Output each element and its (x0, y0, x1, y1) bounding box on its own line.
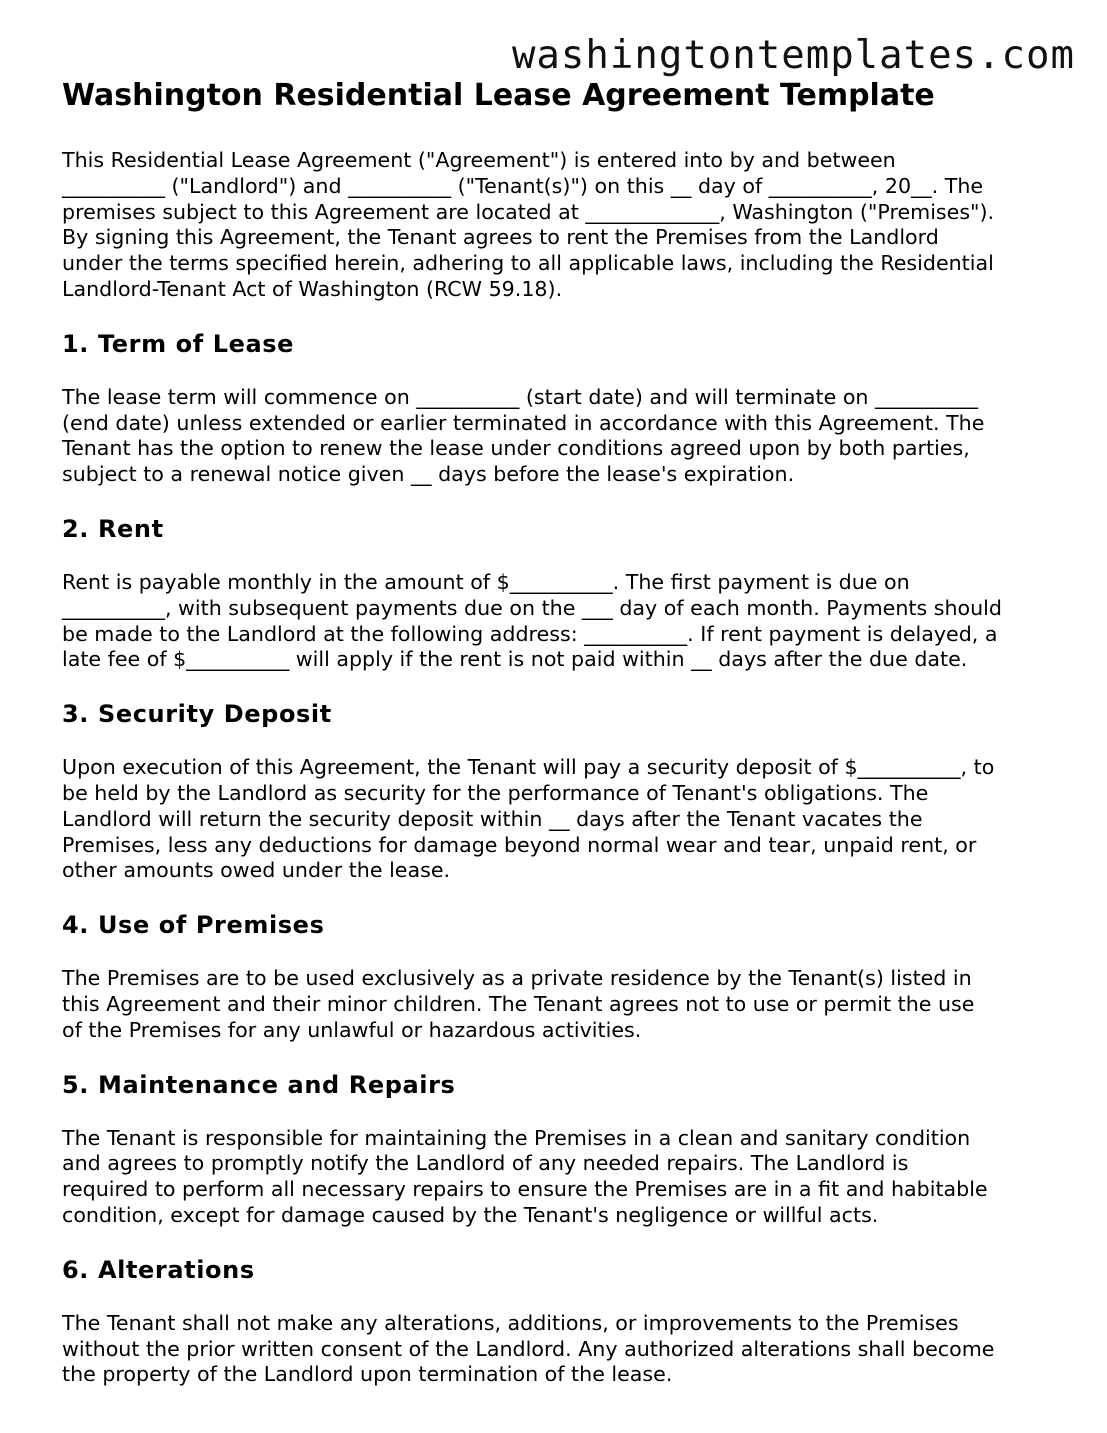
section-heading-maintenance-and-repairs: 5. Maintenance and Repairs (62, 1070, 456, 1099)
intro-paragraph: This Residential Lease Agreement ("Agreement") is entered into by and between __________ ("Landlord") and __________ ("Tenant(s)") on this __ day of __________, 20__. The premises subject to this Agreement are located at _____________, Washington ("Premises"). By signing this Agreement, the Tenant agrees to rent the Premises from the Landlord under the terms specified herein, adhering to all applicable laws, including the Residential Landlord-Tenant Act of Washington (RCW 59.18). (62, 148, 995, 301)
section-body-term-of-lease: The lease term will commence on __________ (start date) and will terminate on __________ (end date) unless extended or earlier terminated in accordance with this Agreement. The Tenant has the option to renew the lease under conditions agreed upon by both parties, subject to a renewal notice given __ days before the lease's expiration. (62, 384, 985, 487)
document-body (62, 78, 1052, 1388)
section-body-use-of-premises: The Premises are to be used exclusively as a private residence by the Tenant(s) listed in this Agreement and their minor children. The Tenant agrees not to use or permit the use of the Premises for any unlawful or hazardous activities. (62, 966, 975, 1042)
site-watermark: washingtontemplates.com (511, 33, 1075, 78)
section-heading-term-of-lease: 1. Term of Lease (62, 329, 295, 358)
section-heading-use-of-premises: 4. Use of Premises (62, 911, 325, 940)
section-body-alterations: The Tenant shall not make any alterations, additions, or improvements to the Premises without the prior written consent of the Landlord. Any authorized alterations shall become the property of the Landlord upon termination of the lease. (62, 1310, 995, 1387)
document-title: Washington Residential Lease Agreement Template (62, 78, 935, 113)
section-heading-rent: 2. Rent (62, 514, 164, 543)
section-body-security-deposit: Upon execution of this Agreement, the Tenant will pay a security deposit of $__________, to be held by the Landlord as security for the performance of Tenant's obligations. The Landlord will return the security deposit within __ days after the Tenant vacates the Premises, less any deductions for damage beyond normal wear and tear, unpaid rent, or other amounts owed under the lease. (62, 755, 995, 883)
section-heading-security-deposit: 3. Security Deposit (62, 700, 332, 729)
section-body-rent: Rent is payable monthly in the amount of $__________. The first payment is due on __________, with subsequent payments due on the ___ day of each month. Payments should be made to the Landlord at the following address: __________. If rent payment is delayed, a late fee of $__________ will apply if the rent is not paid within __ days after the due date. (62, 569, 1002, 672)
section-heading-alterations: 6. Alterations (62, 1255, 255, 1284)
section-body-maintenance-and-repairs: The Tenant is responsible for maintaining the Premises in a clean and sanitary condition and agrees to promptly notify the Landlord of any needed repairs. The Landlord is required to perform all necessary repairs to ensure the Premises are in a fit and habitable condition, except for damage caused by the Tenant's negligence or willful acts. (62, 1125, 988, 1227)
